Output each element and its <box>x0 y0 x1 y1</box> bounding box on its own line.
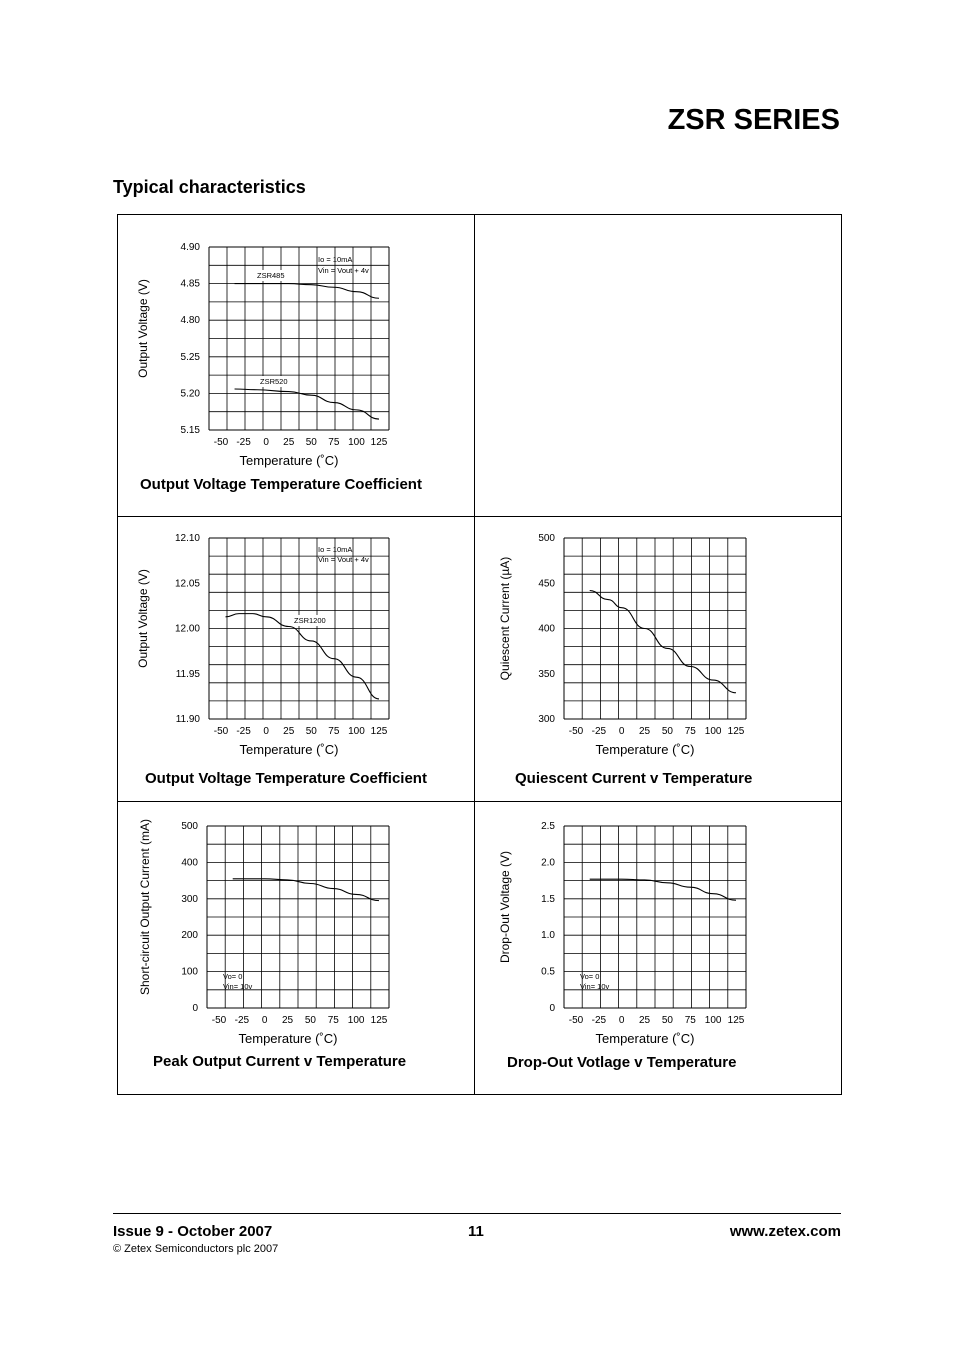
chart5-x-tick-label: 100 <box>704 1015 722 1026</box>
chart4-y-tick-label: 100 <box>181 966 198 978</box>
chart2-series-label: ZSR1200 <box>294 616 326 625</box>
chart3-y-tick-label: 400 <box>538 623 555 635</box>
chart1-x-tick-label: 0 <box>263 437 269 448</box>
chart3-y-tick-label: 300 <box>538 714 555 725</box>
chart2-x-tick-label: 75 <box>328 726 340 737</box>
chart3-x-tick-label: 100 <box>704 726 722 737</box>
caption-chart-4: Peak Output Current v Temperature <box>153 1053 407 1070</box>
chart2-x-tick-label: 0 <box>263 726 269 737</box>
caption-chart-1: Output Voltage Temperature Coefficient <box>140 476 422 493</box>
chart5-x-tick-label: -50 <box>568 1015 584 1026</box>
chart4-y-axis-label: Short-circuit Output Current (mA) <box>138 818 152 996</box>
chart5-x-axis-label: Temperature (˚C) <box>595 1031 695 1046</box>
chart4-y-tick-label: 500 <box>181 821 198 832</box>
chart5-y-tick-label: 1.5 <box>541 893 555 905</box>
chart2-x-tick-label: -50 <box>213 726 229 737</box>
chart1-y-tick-label: 4.85 <box>180 278 200 290</box>
chart2-x-axis-label: Temperature (˚C) <box>239 742 339 757</box>
chart5-y-tick-label: 0 <box>549 1003 555 1014</box>
chart5-x-tick-label: 75 <box>684 1015 696 1026</box>
chart3-y-axis-label: Quiescent Current (µA) <box>498 556 512 681</box>
chart2-x-tick-label: 125 <box>370 726 388 737</box>
chart1-y-tick-label: 5.25 <box>180 351 200 363</box>
chart1-x-tick-label: -25 <box>236 437 251 448</box>
chart2-series-line <box>226 614 379 699</box>
chart1-annotation: Vin = Vout + 4v <box>318 266 369 275</box>
chart2-y-tick-label: 11.90 <box>175 714 200 725</box>
caption-chart-3: Quiescent Current v Temperature <box>515 770 753 787</box>
chart4-x-tick-label: -50 <box>211 1015 227 1026</box>
chart5-y-tick-label: 2.0 <box>541 857 555 869</box>
chart2-annotation: Io = 10mA <box>318 545 353 554</box>
chart3-x-axis-label: Temperature (˚C) <box>595 742 695 757</box>
chart1-y-tick-label: 4.80 <box>180 315 200 327</box>
chart2-annotation: Vin = Vout + 4v <box>318 555 369 564</box>
chart1-x-axis-label: Temperature (˚C) <box>239 453 339 468</box>
chart2-y-tick-label: 12.00 <box>174 623 200 635</box>
chart4-annotation: Vin= 10v <box>223 982 253 991</box>
chart2-x-tick-label: 25 <box>283 726 295 737</box>
chart4-x-tick-label: 0 <box>261 1015 268 1026</box>
chart3-x-tick-label: 125 <box>727 726 745 737</box>
chart3-x-tick-label: 25 <box>639 726 651 737</box>
chart3-y-tick-label: 500 <box>538 533 555 544</box>
chart1-annotation: Io = 10mA <box>318 255 353 264</box>
caption-chart-2: Output Voltage Temperature Coefficient <box>145 770 427 787</box>
footer-issue: Issue 9 - October 2007 <box>113 1223 273 1240</box>
chart1-series-line <box>235 284 379 299</box>
chart3-x-tick-label: -25 <box>591 726 607 737</box>
chart1-x-tick-label: -50 <box>213 437 229 448</box>
chart2-y-tick-label: 12.10 <box>174 533 200 544</box>
chart4-x-tick-label: -25 <box>234 1015 250 1026</box>
chart4-y-tick-label: 300 <box>181 893 198 905</box>
chart3-y-tick-label: 450 <box>538 578 555 590</box>
footer-rule <box>113 1213 841 1214</box>
chart4-annotation: Vo= 0 <box>223 972 243 981</box>
chart4-x-tick-label: 75 <box>327 1015 339 1026</box>
chart4-x-axis-label: Temperature (˚C) <box>238 1031 338 1046</box>
caption-chart-5: Drop-Out Votlage v Temperature <box>507 1054 737 1071</box>
chart2-y-axis-label: Output Voltage (V) <box>136 569 150 668</box>
chart3-y-tick-label: 350 <box>538 668 555 680</box>
footer-page-number: 11 <box>468 1223 484 1240</box>
chart4-series-line <box>233 879 379 901</box>
chart4-y-tick-label: 400 <box>181 857 198 869</box>
footer-website: www.zetex.com <box>729 1223 841 1240</box>
chart1-series-label: ZSR520 <box>260 377 288 386</box>
chart5-annotation: Vin= 10v <box>580 982 610 991</box>
chart5-x-tick-label: 25 <box>639 1015 651 1026</box>
chart2-y-tick-label: 12.05 <box>174 578 200 590</box>
chart5-x-tick-label: -25 <box>591 1015 607 1026</box>
chart1-x-tick-label: 50 <box>305 437 317 448</box>
chart5-y-axis-label: Drop-Out Voltage (V) <box>498 850 512 964</box>
chart4-x-tick-label: 25 <box>282 1015 294 1026</box>
series-title: ZSR SERIES <box>667 104 840 136</box>
chart4-y-tick-label: 0 <box>192 1003 198 1014</box>
chart1-x-tick-label: 100 <box>348 437 365 448</box>
chart1-x-tick-label: 75 <box>328 437 340 448</box>
chart1-x-tick-label: 125 <box>370 437 388 448</box>
chart1-y-tick-label: 5.20 <box>180 388 200 400</box>
chart1-x-tick-label: 25 <box>283 437 295 448</box>
chart5-annotation: Vo= 0 <box>580 972 600 981</box>
chart3-x-tick-label: 50 <box>661 726 673 737</box>
chart5-series-line <box>590 879 736 900</box>
chart5-y-tick-label: 1.0 <box>541 930 555 942</box>
chart1-y-tick-label: 4.90 <box>180 242 200 253</box>
chart2-x-tick-label: 50 <box>305 726 317 737</box>
chart5-x-tick-label: 0 <box>618 1015 625 1026</box>
chart4-x-tick-label: 100 <box>347 1015 365 1026</box>
chart5-x-tick-label: 125 <box>727 1015 745 1026</box>
chart5-y-tick-label: 0.5 <box>541 966 555 978</box>
chart4-y-tick-label: 200 <box>181 930 198 942</box>
chart4-x-tick-label: 125 <box>370 1015 388 1026</box>
chart1-y-axis-label: Output Voltage (V) <box>136 279 150 378</box>
chart5-x-tick-label: 50 <box>661 1015 673 1026</box>
chart3-x-tick-label: 0 <box>618 726 625 737</box>
chart5-y-tick-label: 2.5 <box>541 821 555 832</box>
footer-copyright: © Zetex Semiconductors plc 2007 <box>113 1243 279 1255</box>
chart3-x-tick-label: -50 <box>568 726 584 737</box>
chart1-y-tick-label: 5.15 <box>180 425 200 436</box>
chart3-x-tick-label: 75 <box>684 726 696 737</box>
chart4-x-tick-label: 50 <box>304 1015 316 1026</box>
chart2-x-tick-label: -25 <box>236 726 251 737</box>
chart2-x-tick-label: 100 <box>348 726 365 737</box>
chart2-y-tick-label: 11.95 <box>175 668 200 680</box>
chart1-series-label: ZSR485 <box>257 271 285 280</box>
section-title: Typical characteristics <box>113 177 306 197</box>
chart3-series-line <box>590 590 736 692</box>
